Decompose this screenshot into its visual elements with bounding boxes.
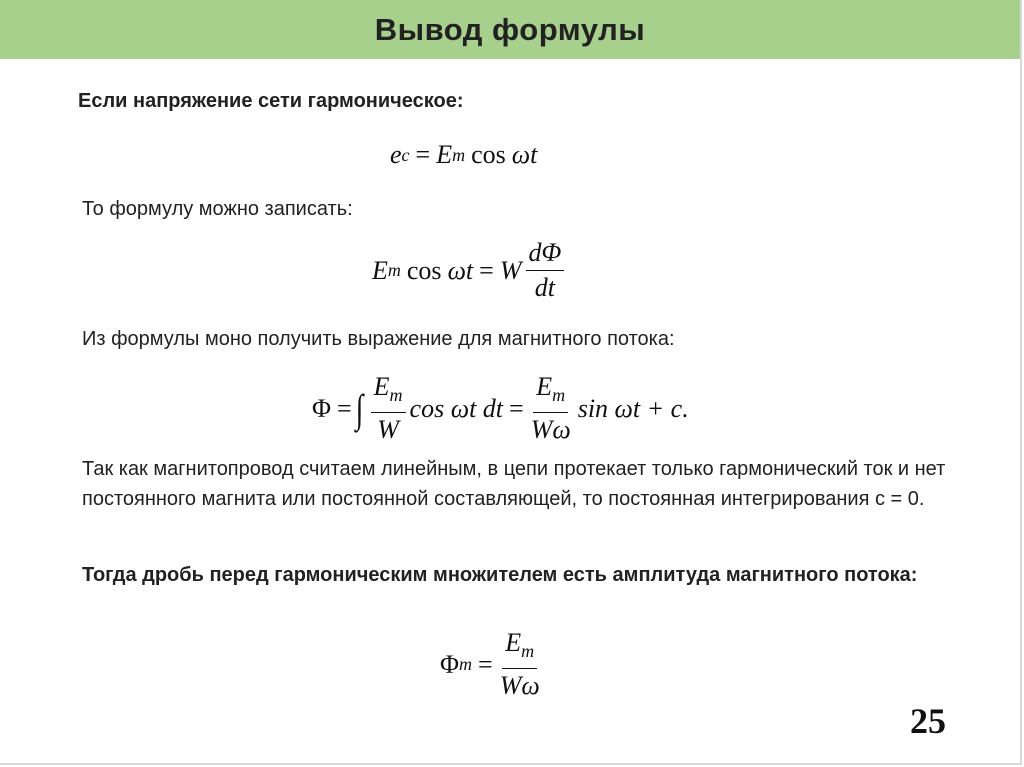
fraction-em-womega-2: $\frac{E_m}{W\omega}$ <box>499 628 540 700</box>
paragraph-2: То формулу можно записать: <box>82 198 353 220</box>
formula-flux-amplitude: Φ m = $\frac{E_m}{W\omega}$ <box>440 628 547 701</box>
formula-voltage: e c = E m cos ωt <box>390 140 538 169</box>
intro-text: Если напряжение сети гармоническое: <box>78 90 464 112</box>
paragraph-4: Так как магнитопровод считаем линейным, в цепи протекает только гармонический ток и нет постоянного магнита или постоянной составляющей, то постоянная интегрирования с = 0. <box>82 458 946 510</box>
formula-emf: E m cos ωt = W $\frac{d\Phi}{dt}$ <box>372 238 568 303</box>
fraction-em-w: $\frac{E_m}{W}$ <box>371 372 406 445</box>
paragraph-5: Тогда дробь перед гармоническим множителем есть амплитуда магнитного потока: <box>82 564 918 586</box>
formula-flux-integral: Φ = ∫ $\frac{E_m}{W}$ cos ωt dt = $\frac{E_m}{W\omega}$ sin ωt + c. <box>312 372 689 444</box>
slide-title: Вывод формулы <box>374 11 646 47</box>
page-number: 25 <box>910 701 946 741</box>
title-bar <box>0 0 1020 59</box>
paragraph-3: Из формулы моно получить выражение для магнитного потока: <box>82 328 675 350</box>
fraction-dphi-dt: $\frac{d\Phi}{dt}$ <box>526 238 565 303</box>
fraction-em-womega: $\frac{E_m}{W\omega}$ <box>530 372 571 444</box>
integral-sign: ∫ <box>355 386 364 431</box>
